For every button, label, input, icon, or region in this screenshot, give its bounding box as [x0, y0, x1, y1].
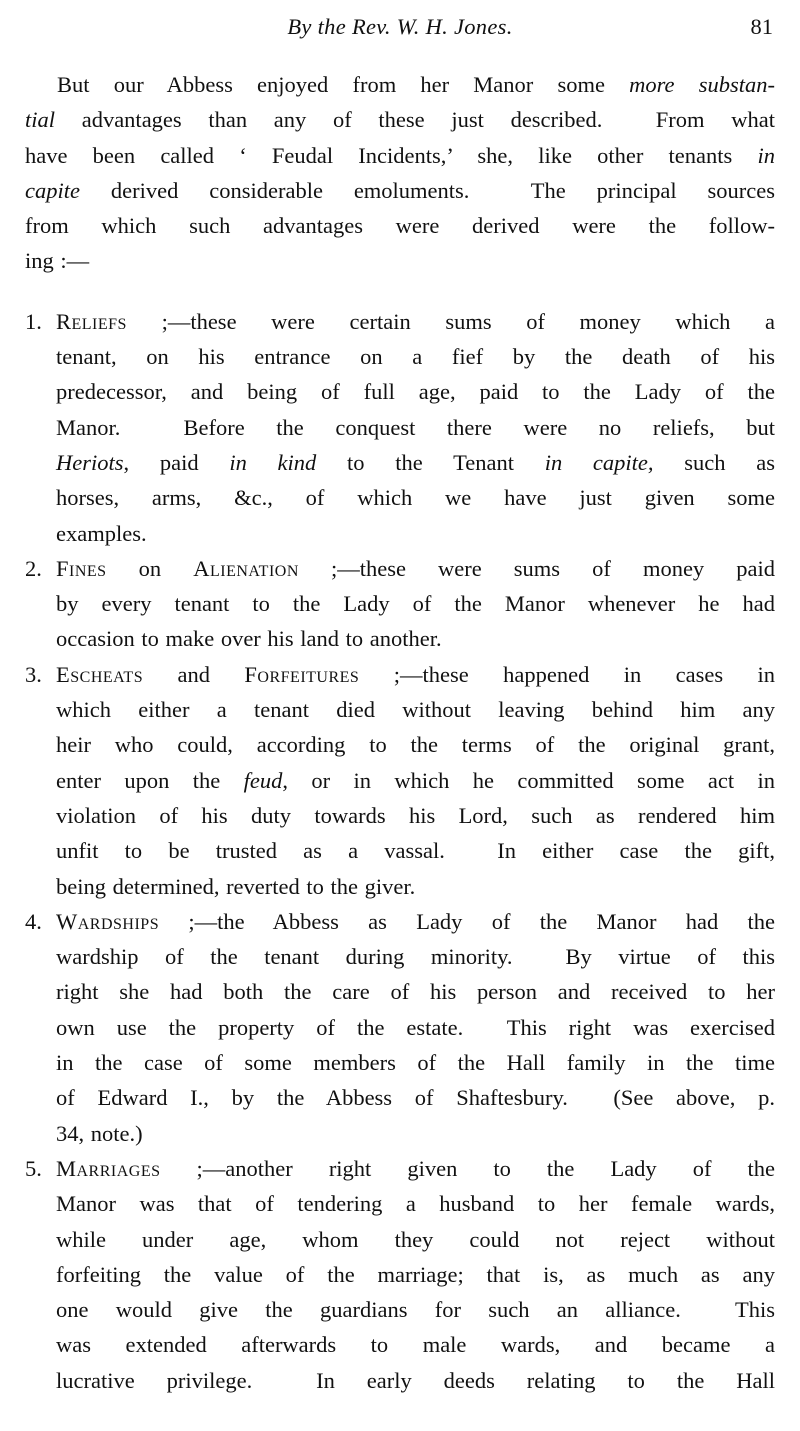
italic-text: capite — [25, 177, 80, 203]
text-span: occasion to make over his land to another. — [56, 626, 442, 652]
text-line — [56, 657, 775, 692]
text-span: own use the property of the estate. This right was exercised — [56, 1014, 775, 1040]
small-caps-heading: Reliefs — [56, 308, 127, 334]
text-span: wardship of the tenant during minority. By virtue of this — [56, 944, 775, 970]
small-caps-heading: Forfeitures — [244, 661, 360, 687]
text-line — [56, 304, 775, 339]
text-span: from which such advantages were derived were the follow- — [25, 213, 775, 239]
text-line — [56, 1151, 775, 1186]
text-span: have been called ‘ Feudal Incidents,’ she, like other tenants — [25, 142, 758, 168]
text-line — [56, 1292, 775, 1327]
page-number: 81 — [750, 14, 773, 39]
text-line — [56, 1186, 775, 1221]
text-span: which either a tenant died without leaving behind him any — [56, 697, 775, 723]
small-caps-heading: Escheats — [56, 661, 144, 687]
small-caps-heading: Fines — [56, 555, 107, 581]
text-line — [56, 551, 775, 586]
text-span: heir who could, according to the terms of the original grant, — [56, 732, 775, 758]
text-span: one would give the guardians for such an alliance. This — [56, 1297, 775, 1323]
italic-text: feud — [243, 767, 283, 793]
text-line — [56, 869, 775, 904]
text-span: was extended afterwards to male wards, and became a — [56, 1332, 775, 1358]
text-line — [56, 1116, 775, 1151]
text-line — [25, 67, 775, 102]
paragraph-gap — [25, 279, 775, 304]
item-number: 4. — [25, 908, 42, 934]
text-line — [56, 1327, 775, 1362]
italic-text: tial — [25, 107, 56, 133]
text-span: forfeiting the value of the marriage; that is, as much as any — [56, 1261, 775, 1287]
text-span: and — [143, 661, 245, 687]
running-title: By the Rev. W. H. Jones. — [287, 14, 513, 39]
text-span: by every tenant to the Lady of the Manor whenever he had — [56, 591, 775, 617]
text-span: ;—these were sums of money paid — [298, 555, 775, 581]
italic-text: Heriots — [56, 449, 124, 475]
text-span: in the case of some members of the Hall family in the time — [56, 1050, 775, 1076]
paragraph — [25, 67, 775, 279]
text-line — [56, 410, 775, 445]
text-span: Manor. Before the conquest there were no reliefs, but — [56, 414, 775, 440]
numbered-item — [25, 1151, 775, 1398]
item-number: 5. — [25, 1155, 42, 1181]
text-span: ;—these happened in cases in — [359, 661, 775, 687]
text-line — [56, 480, 775, 515]
text-line — [56, 1363, 775, 1398]
page-body — [25, 67, 775, 1398]
text-line — [56, 621, 775, 656]
text-span: violation of his duty towards his Lord, such as rendered him — [56, 802, 775, 828]
text-span: right she had both the care of his person and received to her — [56, 979, 775, 1005]
text-span: examples. — [56, 520, 147, 546]
text-span: such as — [653, 449, 775, 475]
page-header — [0, 8, 800, 44]
text-span: of Edward I., by the Abbess of Shaftesbury. (See above, p. — [56, 1085, 775, 1111]
text-span: horses, arms, &c., of which we have just given some — [56, 485, 775, 511]
text-span: derived considerable emoluments. The principal sources — [79, 177, 775, 203]
text-span: on — [106, 555, 194, 581]
text-span: , or in which he committed some act in — [282, 767, 775, 793]
text-line — [56, 1257, 775, 1292]
text-span: while under age, whom they could not reject without — [56, 1226, 775, 1252]
text-line — [56, 939, 775, 974]
text-span: to the Tenant — [316, 449, 545, 475]
text-span: advantages than any of these just described. From what — [55, 107, 775, 133]
text-span: ;—another right given to the Lady of the — [160, 1155, 775, 1181]
text-line — [56, 974, 775, 1009]
italic-text: in — [757, 142, 775, 168]
text-line — [25, 173, 775, 208]
numbered-item — [25, 304, 775, 551]
text-span: , paid — [123, 449, 230, 475]
text-span: predecessor, and being of full age, paid to the Lady of the — [56, 379, 775, 405]
small-caps-heading: Wardships — [56, 908, 160, 934]
italic-text: more substan- — [629, 72, 775, 97]
text-line — [25, 208, 775, 243]
text-line — [56, 1222, 775, 1257]
text-line — [56, 833, 775, 868]
text-line — [56, 727, 775, 762]
item-number: 3. — [25, 661, 42, 687]
text-span: lucrative privilege. In early deeds relating to the Hall — [56, 1367, 775, 1393]
text-line — [56, 692, 775, 727]
text-line — [56, 1010, 775, 1045]
text-span: Manor was that of tendering a husband to her female wards, — [56, 1191, 775, 1217]
small-caps-heading: Alienation — [193, 555, 299, 581]
text-line — [56, 904, 775, 939]
text-span: ;—these were certain sums of money which a — [126, 308, 775, 334]
item-number: 1. — [25, 308, 42, 334]
text-line — [56, 445, 775, 480]
text-line — [56, 586, 775, 621]
small-caps-heading: Marriages — [56, 1155, 161, 1181]
text-span: ;—the Abbess as Lady of the Manor had the — [159, 908, 775, 934]
text-line — [56, 1045, 775, 1080]
text-line — [56, 798, 775, 833]
text-span: But our Abbess enjoyed from her Manor some — [57, 72, 630, 97]
text-line — [25, 102, 775, 137]
text-line — [56, 339, 775, 374]
text-line — [56, 516, 775, 551]
numbered-item — [25, 551, 775, 657]
text-span: being determined, reverted to the giver. — [56, 873, 416, 899]
text-span: tenant, on his entrance on a fief by the death of his — [56, 344, 775, 370]
text-span: enter upon the — [56, 767, 244, 793]
text-line — [25, 138, 775, 173]
text-span: ing :— — [25, 248, 90, 274]
numbered-item — [25, 904, 775, 1151]
item-number: 2. — [25, 555, 42, 581]
italic-text: in capite, — [544, 449, 654, 475]
text-line — [56, 374, 775, 409]
text-line — [56, 763, 775, 798]
text-line — [25, 243, 775, 278]
numbered-item — [25, 657, 775, 904]
text-line — [56, 1080, 775, 1115]
text-span: 34, note.) — [56, 1120, 143, 1146]
italic-text: in kind — [229, 449, 317, 475]
text-span: unfit to be trusted as a vassal. In either case the gift, — [56, 838, 775, 864]
